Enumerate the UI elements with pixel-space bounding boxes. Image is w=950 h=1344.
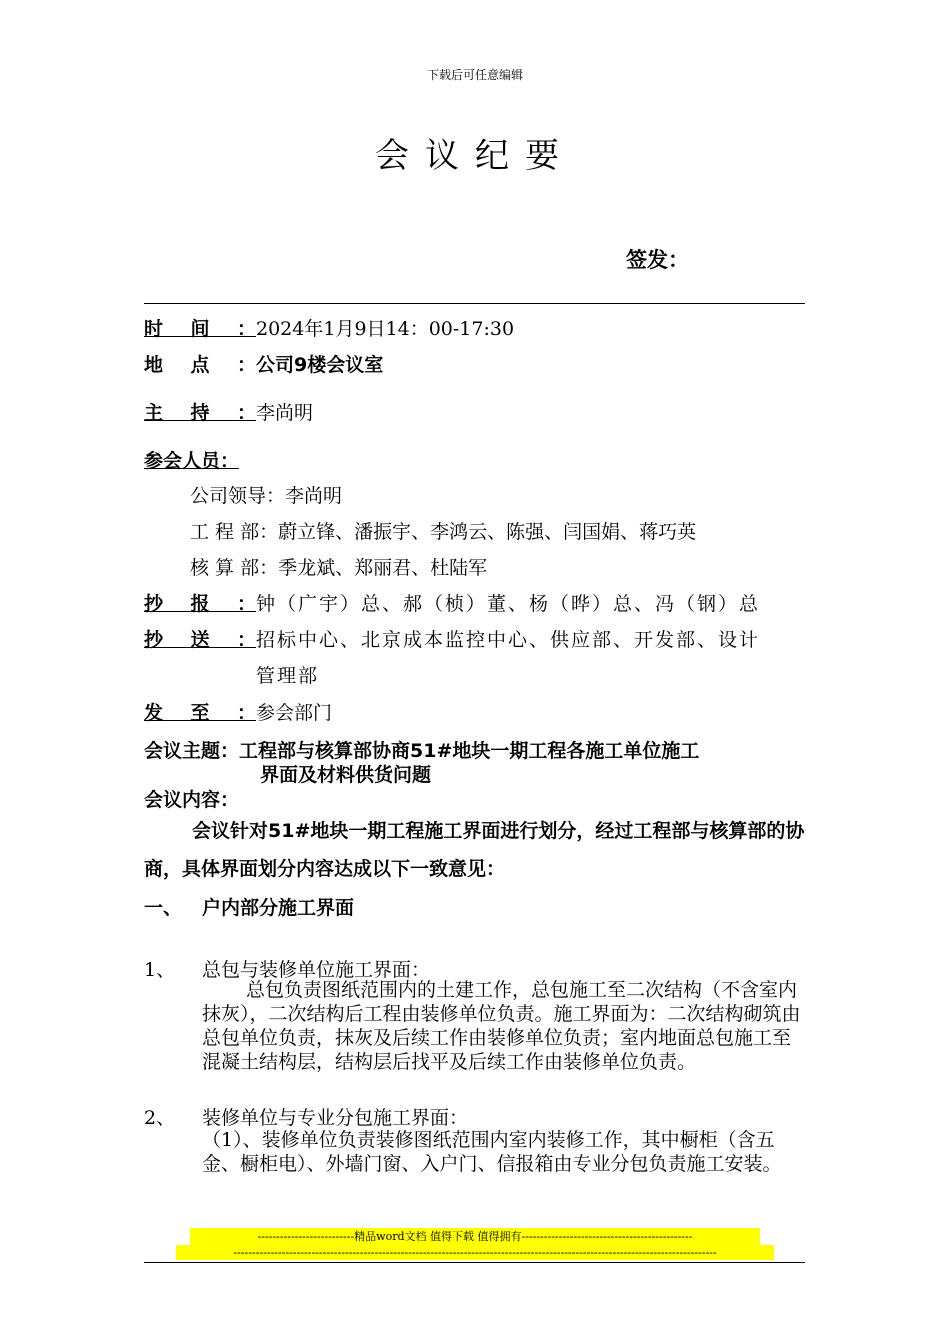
cc-value: 招标中心、北京成本监控中心、供应部、开发部、设计 (256, 629, 761, 651)
cc-row (144, 625, 760, 652)
cc-row-cont (256, 661, 319, 688)
time-row (144, 314, 514, 341)
to-row (144, 698, 332, 725)
cc-label: 抄送： (144, 629, 256, 651)
attendee-names: 季龙斌、郑丽君、杜陆军 (278, 557, 488, 579)
item-number: 1、 (144, 959, 176, 981)
report-row (144, 589, 760, 616)
document-title: 会议纪要 (375, 136, 575, 176)
topic-label: 会议主题： (144, 740, 240, 762)
place-label: 地点： (144, 354, 256, 376)
footer-banner: --------------------------精品word文档 值得下载 值得拥有---------------------------------------------- (190, 1228, 760, 1245)
bottom-rule (144, 1262, 805, 1263)
attendee-names: 李尚明 (285, 485, 343, 507)
attendee-dept: 公司领导： (190, 485, 286, 507)
item-title: 总包与装修单位施工界面： (202, 959, 431, 981)
topic-value-cont: 界面及材料供货问题 (260, 764, 432, 786)
attendee-dept: 核 算 部： (190, 557, 279, 579)
time-label: 时间： (144, 318, 256, 340)
cc-value-cont: 管理部 (256, 665, 320, 687)
intro-paragraph: 会议针对51#地块一期工程施工界面进行划分，经过工程部与核算部的协商，具体界面划分内容达成以下一致意见： (144, 820, 805, 880)
attendee-line (190, 553, 487, 580)
topic-value: 工程部与核算部协商51#地块一期工程各施工单位施工 (239, 740, 700, 762)
report-value: 钟（广宇）总、郝（桢）董、杨（晔）总、冯（钢）总 (256, 593, 761, 615)
footer-dashes: ---------------------------------------------------------------------------------------------------------------------------------- (176, 1245, 774, 1260)
section-number: 一、 (144, 897, 183, 919)
item-title: 装修单位与专业分包施工界面： (202, 1107, 469, 1129)
attendee-names: 蔚立锋、潘振宇、李鸿云、陈强、闫国娟、蒋巧英 (278, 521, 697, 543)
host-label: 主持： (144, 402, 256, 424)
to-value: 参会部门 (256, 702, 333, 724)
to-label: 发至： (144, 702, 256, 724)
attendee-line (190, 481, 342, 508)
content-row (144, 785, 239, 812)
topic-row (144, 736, 699, 763)
top-rule (144, 303, 805, 304)
report-label: 抄报： (144, 593, 256, 615)
header-note: 下载后可任意编辑 (426, 68, 523, 82)
time-value: 2024年1月9日14：00-17:30 (256, 318, 515, 340)
item-body: （1）、装修单位负责装修图纸范围内室内装修工作，其中橱柜（含五金、橱柜电）、外墙门窗、入户门、信报箱由专业分包负责施工安装。 (202, 1129, 782, 1175)
section-title: 户内部分施工界面 (202, 897, 355, 919)
sign-label: 签发： (626, 248, 689, 272)
item-body: 总包负责图纸范围内的土建工作，总包施工至二次结构（不含室内抹灰），二次结构后工程由装修单位负责。施工界面为：二次结构砌筑由总包单位负责，抹灰及后续工作由装修单位负责；室内地面总包施工至混凝土结构层，结构层后找平及后续工作由装修单位负责。 (202, 979, 801, 1073)
item-number: 2、 (144, 1107, 176, 1129)
host-row (144, 398, 313, 425)
host-value: 李尚明 (256, 402, 314, 424)
section-heading (144, 893, 354, 920)
topic-row-cont (260, 760, 431, 787)
attendee-dept: 工 程 部： (190, 521, 279, 543)
item-heading (144, 1103, 468, 1130)
attendee-line (190, 517, 696, 544)
content-label: 会议内容： (144, 789, 240, 811)
place-value: 公司9楼会议室 (256, 354, 384, 376)
attendees-row (144, 446, 239, 473)
place-row (144, 350, 383, 377)
attendees-label: 参会人员： (144, 450, 240, 472)
